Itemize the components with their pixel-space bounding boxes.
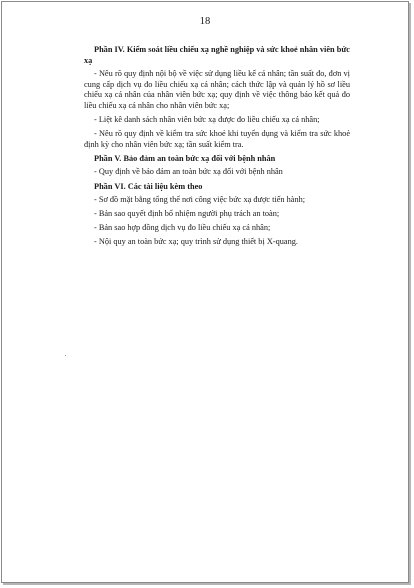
section-heading-part-v: Phần V. Bảo đảm an toàn bức xạ đối với bệnh nhân (94, 153, 276, 163)
section-part-vi (84, 182, 350, 248)
list-item: - Bản sao hợp đồng dịch vụ đo liều chiếu xạ cá nhân; (94, 223, 271, 233)
list-item: - Bản sao quyết định bổ nhiệm người phụ trách an toàn; (94, 209, 280, 219)
list-item: - Nêu rõ quy định về kiểm tra sức khoẻ khi tuyển dụng và kiểm tra sức khoẻ định kỳ cho nhân viên bức xạ; tần suất kiểm tra. (84, 129, 350, 149)
section-heading-part-vi: Phần VI. Các tài liệu kèm theo (94, 181, 203, 191)
list-item: - Sơ đồ mặt bằng tổng thể nơi công việc bức xạ được tiến hành; (94, 195, 306, 205)
page-number: 18 (199, 16, 211, 27)
section-part-v (84, 154, 350, 178)
list-item: - Nội quy an toàn bức xạ; quy trình sử dụng thiết bị X-quang. (94, 237, 298, 247)
section-heading-part-iv: Phần IV. Kiểm soát liều chiếu xạ nghề nghiệp và sức khoẻ nhân viên bức xạ (84, 45, 350, 65)
list-item: - Quy định về bảo đảm an toàn bức xạ đối với bệnh nhân (94, 167, 283, 177)
scan-speck (65, 355, 66, 356)
list-item: - Nêu rõ quy định nội bộ về việc sử dụng liều kế cá nhân; tần suất đo, đơn vị cung cấp dịch vụ đo liều chiếu xạ cá nhân; cách thức lập và quản lý hồ sơ liều chiếu xạ cá nhân của nhân viên bức xạ; quy định về việc thông báo kết quả đo liều chiếu xạ cá nhân cho nhân viên bức xạ; (84, 69, 350, 110)
document-page (1, 1, 409, 583)
list-item: - Liệt kê danh sách nhân viên bức xạ được đo liều chiếu xạ cá nhân; (94, 115, 320, 125)
document-body (84, 45, 350, 252)
section-part-iv (84, 45, 350, 150)
